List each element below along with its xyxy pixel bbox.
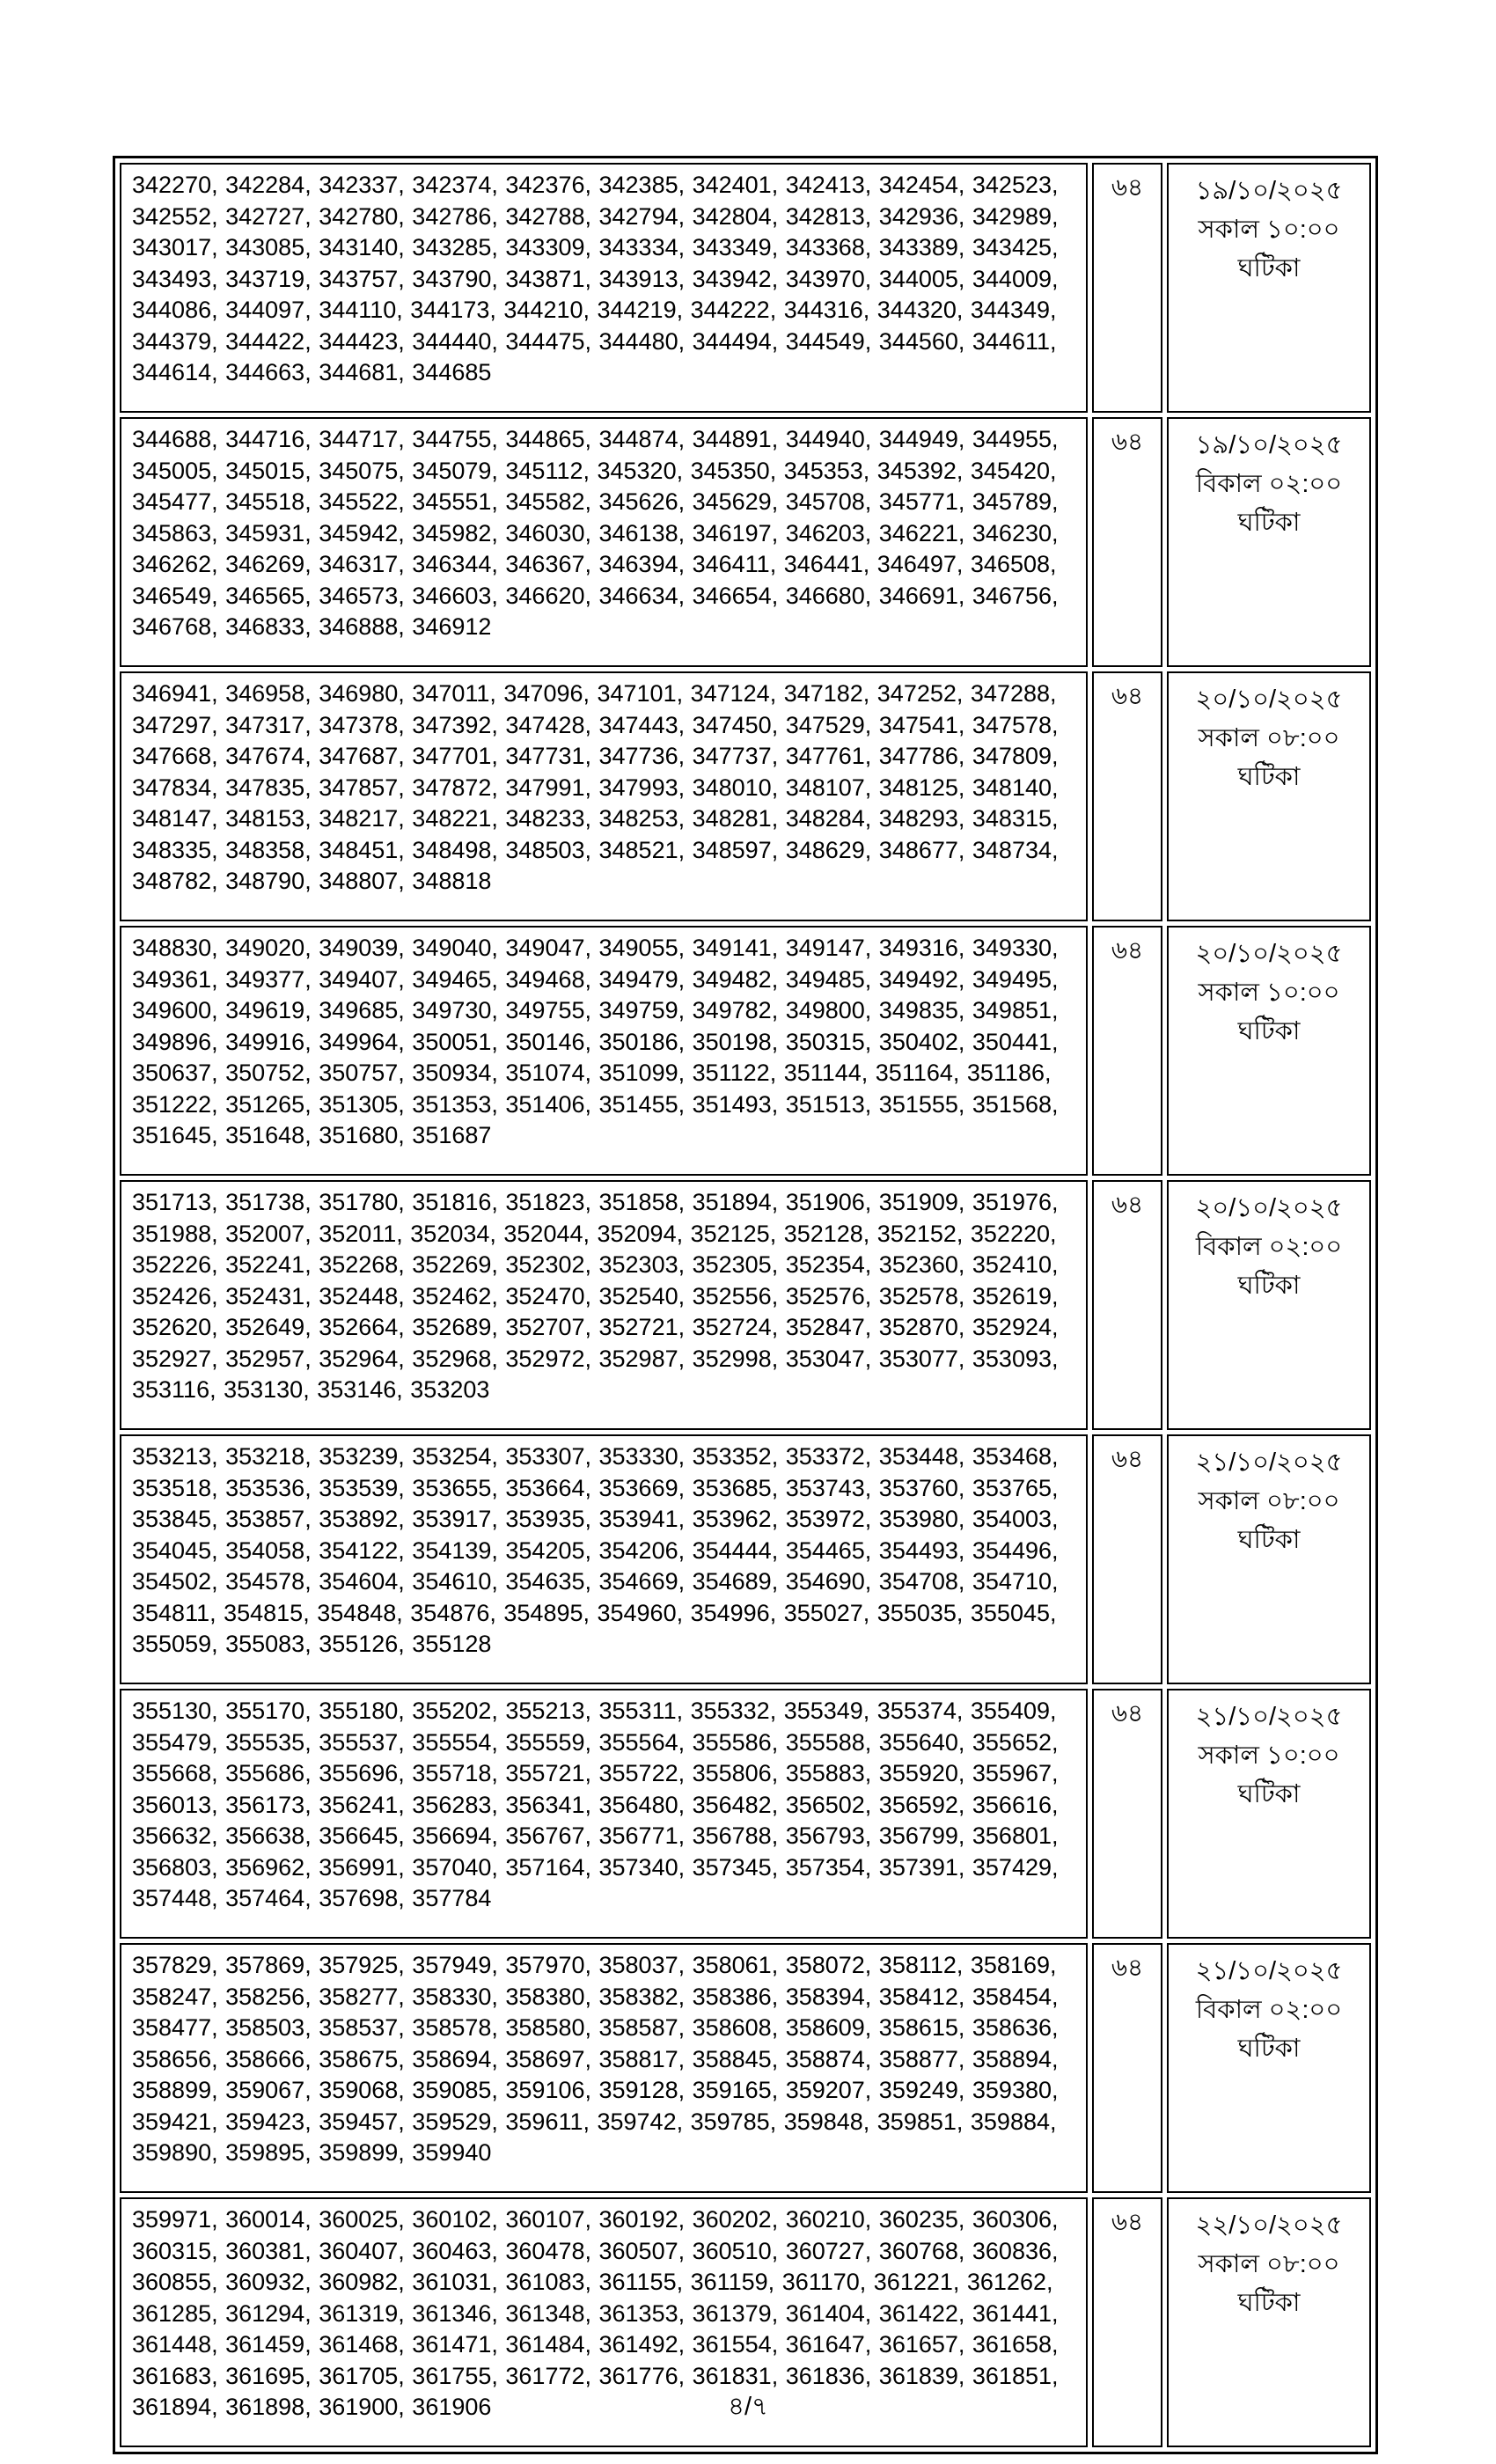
candidate-count-cell: ৬৪ (1092, 1689, 1162, 1939)
schedule-row (120, 1434, 1371, 1684)
schedule-row (120, 1943, 1371, 2193)
exam-date: ২১/১০/২০২৫ (1195, 1957, 1343, 1985)
roll-numbers-cell: 344688, 344716, 344717, 344755, 344865, 344874, 344891, 344940, 344949, 344955, 345005, 345015, 345075, 345079, 345112, 345320, 345350, 345353, 345392, 345420, 345477, 345518, 345522, 345551, 345582, 345626, 345629, 345708, 345771, 345789, 345863, 345931, 345942, 345982, 346030, 346138, 346197, 346203, 346221, 346230, 346262, 346269, 346317, 346344, 346367, 346394, 346411, 346441, 346497, 346508, 346549, 346565, 346573, 346603, 346620, 346634, 346654, 346680, 346691, 346756, 346768, 346833, 346888, 346912 (120, 417, 1088, 667)
roll-numbers-cell: 351713, 351738, 351780, 351816, 351823, 351858, 351894, 351906, 351909, 351976, 351988, 352007, 352011, 352034, 352044, 352094, 352125, 352128, 352152, 352220, 352226, 352241, 352268, 352269, 352302, 352303, 352305, 352354, 352360, 352410, 352426, 352431, 352448, 352462, 352470, 352540, 352556, 352576, 352578, 352619, 352620, 352649, 352664, 352689, 352707, 352721, 352724, 352847, 352870, 352924, 352927, 352957, 352964, 352968, 352972, 352987, 352998, 353047, 353077, 353093, 353116, 353130, 353146, 353203 (120, 1180, 1088, 1430)
exam-time: সকাল ০৮:০০ ঘটিকা (1198, 724, 1340, 791)
exam-datetime-cell (1167, 417, 1371, 667)
exam-date: ২০/১০/২০২৫ (1195, 1194, 1343, 1222)
exam-date: ২০/১০/২০২৫ (1195, 940, 1343, 968)
exam-datetime-cell (1167, 671, 1371, 921)
schedule-row (120, 417, 1371, 667)
exam-date: ২১/১০/২০২৫ (1195, 1448, 1343, 1477)
schedule-row (120, 671, 1371, 921)
exam-date: ২২/১০/২০২৫ (1195, 2211, 1343, 2240)
exam-date: ১৯/১০/২০২৫ (1195, 431, 1343, 459)
exam-date: ১৯/১০/২০২৫ (1195, 177, 1343, 205)
schedule-row (120, 1180, 1371, 1430)
schedule-row (120, 163, 1371, 413)
exam-time: বিকাল ০২:০০ ঘটিকা (1195, 1996, 1343, 2063)
roll-numbers-cell: 355130, 355170, 355180, 355202, 355213, 355311, 355332, 355349, 355374, 355409, 355479, 355535, 355537, 355554, 355559, 355564, 355586, 355588, 355640, 355652, 355668, 355686, 355696, 355718, 355721, 355722, 355806, 355883, 355920, 355967, 356013, 356173, 356241, 356283, 356341, 356480, 356482, 356502, 356592, 356616, 356632, 356638, 356645, 356694, 356767, 356771, 356788, 356793, 356799, 356801, 356803, 356962, 356991, 357040, 357164, 357340, 357345, 357354, 357391, 357429, 357448, 357464, 357698, 357784 (120, 1689, 1088, 1939)
candidate-count-cell: ৬৪ (1092, 2197, 1162, 2447)
candidate-count-cell: ৬৪ (1092, 1434, 1162, 1684)
exam-datetime-cell (1167, 1434, 1371, 1684)
page-number: ৪/৭ (728, 2393, 768, 2421)
exam-time: সকাল ১০:০০ ঘটিকা (1198, 1742, 1340, 1808)
schedule-row (120, 1689, 1371, 1939)
roll-numbers-cell: 359971, 360014, 360025, 360102, 360107, 360192, 360202, 360210, 360235, 360306, 360315, 360381, 360407, 360463, 360478, 360507, 360510, 360727, 360768, 360836, 360855, 360932, 360982, 361031, 361083, 361155, 361159, 361170, 361221, 361262, 361285, 361294, 361319, 361346, 361348, 361353, 361379, 361404, 361422, 361441, 361448, 361459, 361468, 361471, 361484, 361492, 361554, 361647, 361657, 361658, 361683, 361695, 361705, 361755, 361772, 361776, 361831, 361836, 361839, 361851, 361894, 361898, 361900, 361906 (120, 2197, 1088, 2447)
exam-schedule-table (113, 156, 1378, 2454)
exam-datetime-cell (1167, 926, 1371, 1176)
exam-date: ২১/১০/২০২৫ (1195, 1703, 1343, 1731)
roll-numbers-cell: 346941, 346958, 346980, 347011, 347096, 347101, 347124, 347182, 347252, 347288, 347297, 347317, 347378, 347392, 347428, 347443, 347450, 347529, 347541, 347578, 347668, 347674, 347687, 347701, 347731, 347736, 347737, 347761, 347786, 347809, 347834, 347835, 347857, 347872, 347991, 347993, 348010, 348107, 348125, 348140, 348147, 348153, 348217, 348221, 348233, 348253, 348281, 348284, 348293, 348315, 348335, 348358, 348451, 348498, 348503, 348521, 348597, 348629, 348677, 348734, 348782, 348790, 348807, 348818 (120, 671, 1088, 921)
exam-time: বিকাল ০২:০০ ঘটিকা (1195, 470, 1343, 537)
candidate-count-cell: ৬৪ (1092, 163, 1162, 413)
candidate-count-cell: ৬৪ (1092, 417, 1162, 667)
schedule-row (120, 926, 1371, 1176)
exam-datetime-cell (1167, 163, 1371, 413)
candidate-count-cell: ৬৪ (1092, 1943, 1162, 2193)
exam-time: বিকাল ০২:০০ ঘটিকা (1195, 1233, 1343, 1300)
candidate-count-cell: ৬৪ (1092, 1180, 1162, 1430)
roll-numbers-cell: 342270, 342284, 342337, 342374, 342376, 342385, 342401, 342413, 342454, 342523, 342552, 342727, 342780, 342786, 342788, 342794, 342804, 342813, 342936, 342989, 343017, 343085, 343140, 343285, 343309, 343334, 343349, 343368, 343389, 343425, 343493, 343719, 343757, 343790, 343871, 343913, 343942, 343970, 344005, 344009, 344086, 344097, 344110, 344173, 344210, 344219, 344222, 344316, 344320, 344349, 344379, 344422, 344423, 344440, 344475, 344480, 344494, 344549, 344560, 344611, 344614, 344663, 344681, 344685 (120, 163, 1088, 413)
exam-date: ২০/১০/২০২৫ (1195, 686, 1343, 714)
exam-time: সকাল ০৮:০০ ঘটিকা (1198, 1487, 1340, 1554)
exam-datetime-cell (1167, 1689, 1371, 1939)
exam-datetime-cell (1167, 1180, 1371, 1430)
candidate-count-cell: ৬৪ (1092, 671, 1162, 921)
roll-numbers-cell: 357829, 357869, 357925, 357949, 357970, 358037, 358061, 358072, 358112, 358169, 358247, 358256, 358277, 358330, 358380, 358382, 358386, 358394, 358412, 358454, 358477, 358503, 358537, 358578, 358580, 358587, 358608, 358609, 358615, 358636, 358656, 358666, 358675, 358694, 358697, 358817, 358845, 358874, 358877, 358894, 358899, 359067, 359068, 359085, 359106, 359128, 359165, 359207, 359249, 359380, 359421, 359423, 359457, 359529, 359611, 359742, 359785, 359848, 359851, 359884, 359890, 359895, 359899, 359940 (120, 1943, 1088, 2193)
candidate-count-cell: ৬৪ (1092, 926, 1162, 1176)
roll-numbers-cell: 348830, 349020, 349039, 349040, 349047, 349055, 349141, 349147, 349316, 349330, 349361, 349377, 349407, 349465, 349468, 349479, 349482, 349485, 349492, 349495, 349600, 349619, 349685, 349730, 349755, 349759, 349782, 349800, 349835, 349851, 349896, 349916, 349964, 350051, 350146, 350186, 350198, 350315, 350402, 350441, 350637, 350752, 350757, 350934, 351074, 351099, 351122, 351144, 351164, 351186, 351222, 351265, 351305, 351353, 351406, 351455, 351493, 351513, 351555, 351568, 351645, 351648, 351680, 351687 (120, 926, 1088, 1176)
exam-time: সকাল ১০:০০ ঘটিকা (1198, 979, 1340, 1045)
exam-time: সকাল ১০:০০ ঘটিকা (1198, 216, 1340, 282)
roll-numbers-cell: 353213, 353218, 353239, 353254, 353307, 353330, 353352, 353372, 353448, 353468, 353518, 353536, 353539, 353655, 353664, 353669, 353685, 353743, 353760, 353765, 353845, 353857, 353892, 353917, 353935, 353941, 353962, 353972, 353980, 354003, 354045, 354058, 354122, 354139, 354205, 354206, 354444, 354465, 354493, 354496, 354502, 354578, 354604, 354610, 354635, 354669, 354689, 354690, 354708, 354710, 354811, 354815, 354848, 354876, 354895, 354960, 354996, 355027, 355035, 355045, 355059, 355083, 355126, 355128 (120, 1434, 1088, 1684)
schedule-table-body (120, 163, 1371, 2447)
exam-datetime-cell (1167, 1943, 1371, 2193)
exam-time: সকাল ০৮:০০ ঘটিকা (1198, 2250, 1340, 2317)
